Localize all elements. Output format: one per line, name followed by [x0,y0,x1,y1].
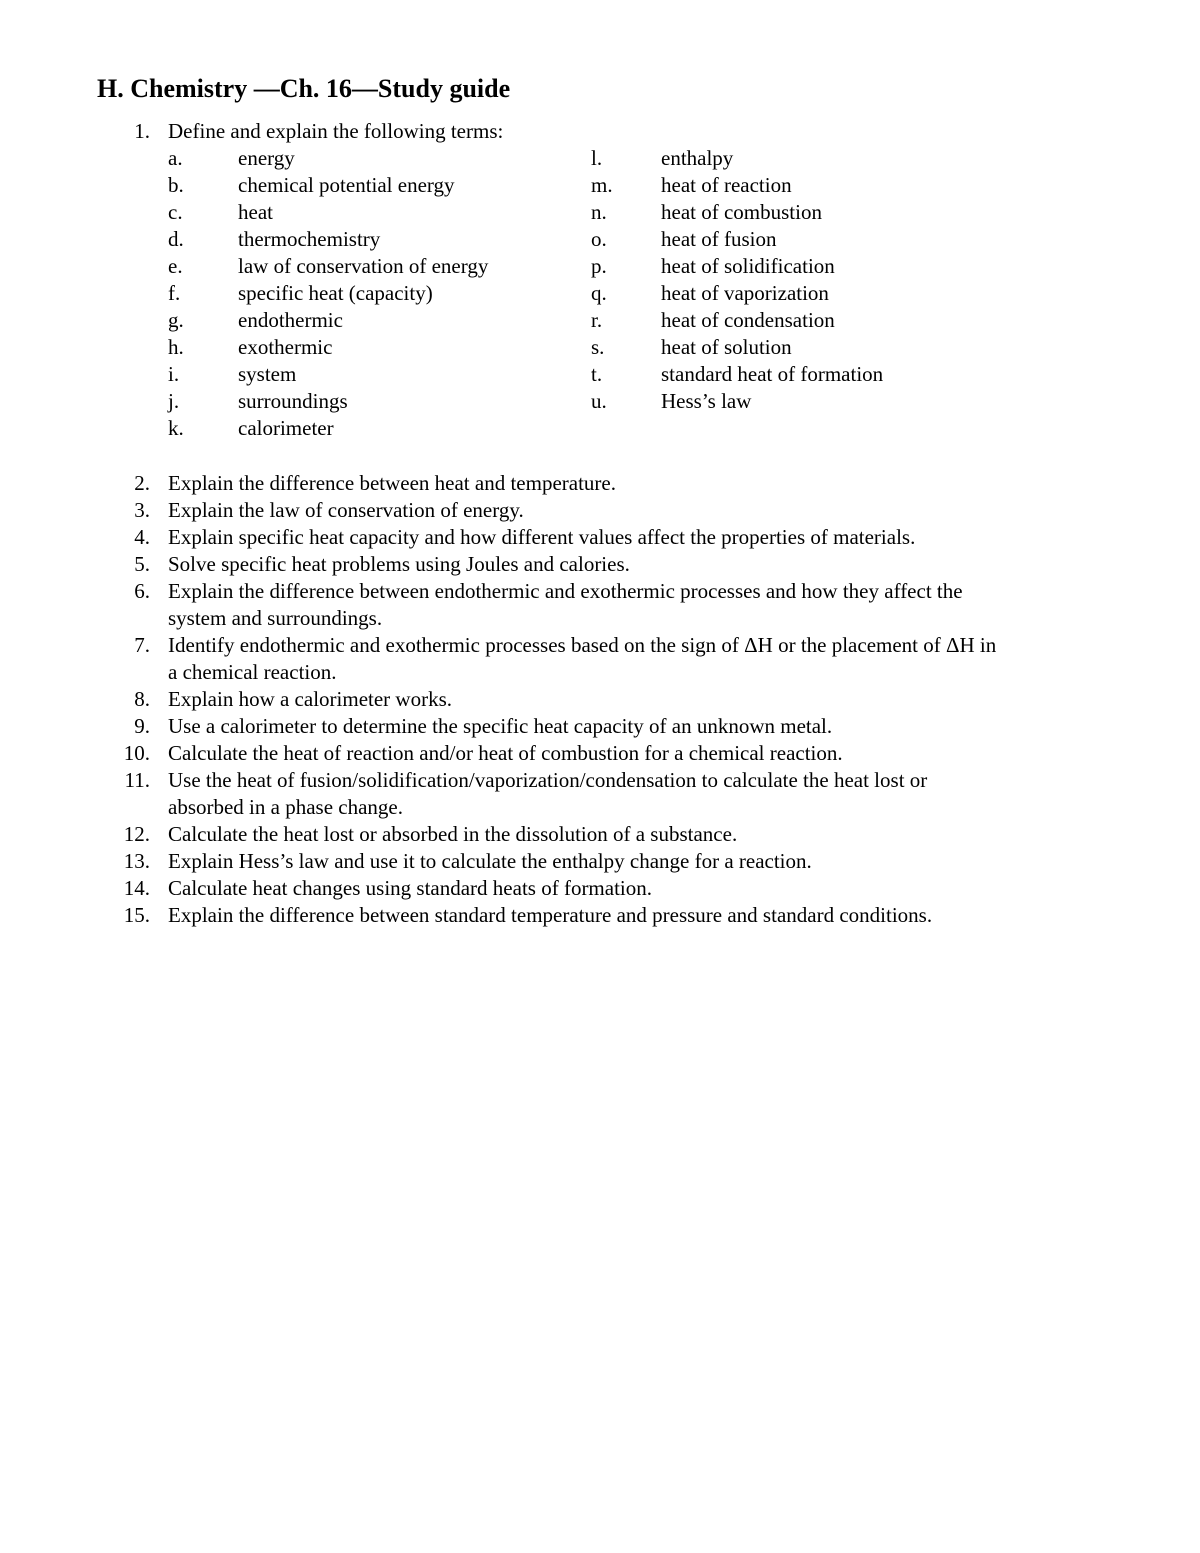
item-text: Explain how a calorimeter works. [168,687,452,711]
term-item: heat [238,200,273,224]
item-number: 3. [134,498,150,522]
term-letter: d. [168,227,184,251]
term-letter: h. [168,335,184,359]
item-text: Explain Hess’s law and use it to calculate the enthalpy change for a reaction. [168,849,812,873]
term-item: heat of solidification [661,254,835,278]
item-text: Calculate the heat of reaction and/or heat of combustion for a chemical reaction. [168,741,843,765]
item-text: Explain the difference between endothermic and exothermic processes and how they affect the [168,579,963,603]
term-letter: p. [591,254,607,278]
item-number: 15. [123,903,150,927]
item-number: 12. [123,822,150,846]
item-text: Identify endothermic and exothermic processes based on the sign of ΔH or the placement of ΔH in [168,633,997,657]
item-text: Calculate the heat lost or absorbed in the dissolution of a substance. [168,822,738,846]
item-number: 7. [134,633,150,657]
term-letter: i. [168,362,180,386]
item-number: 11. [124,768,150,792]
term-item: law of conservation of energy [238,254,489,278]
item-text: Calculate heat changes using standard heats of formation. [168,876,653,900]
item-text: Explain the difference between heat and temperature. [168,471,616,495]
term-letter: g. [168,308,184,332]
term-letter: a. [168,146,183,170]
term-item: heat of reaction [661,173,792,197]
item-text: Define and explain the following terms: [168,119,504,143]
term-item: enthalpy [661,146,734,170]
term-letter: r. [591,308,603,332]
term-letter: m. [591,173,613,197]
item-text: a chemical reaction. [168,660,337,684]
term-item: heat of fusion [661,227,777,251]
item-number: 13. [123,849,150,873]
page-title: H. Chemistry —Ch. 16—Study guide [97,74,511,103]
item-number: 2. [134,471,150,495]
term-letter: o. [591,227,607,251]
term-item: endothermic [238,308,343,332]
term-item: energy [238,146,295,170]
term-letter: t. [591,362,603,386]
term-letter: u. [591,389,607,413]
term-letter: s. [591,335,605,359]
term-letter: k. [168,416,184,440]
item-number: 10. [123,741,150,765]
term-letter: q. [591,281,607,305]
term-item: specific heat (capacity) [238,281,433,305]
item-text: Solve specific heat problems using Joules and calories. [168,552,630,576]
item-number: 6. [134,579,150,603]
term-item: exothermic [238,335,333,359]
item-text: Explain specific heat capacity and how different values affect the properties of materials. [168,525,916,549]
term-item: heat of vaporization [661,281,829,305]
item-number: 1. [134,119,150,143]
item-number: 4. [134,525,150,549]
term-letter: l. [591,146,603,170]
term-item: standard heat of formation [661,362,884,386]
item-number: 14. [123,876,150,900]
item-text: Use the heat of fusion/solidification/vaporization/condensation to calculate the heat lost or [168,768,928,792]
term-item: heat of condensation [661,308,835,332]
term-item: Hess’s law [661,389,752,413]
term-item: thermochemistry [238,227,381,251]
term-letter: c. [168,200,183,224]
term-item: chemical potential energy [238,173,455,197]
term-letter: e. [168,254,183,278]
term-letter: b. [168,173,184,197]
item-number: 5. [134,552,150,576]
term-letter: n. [591,200,607,224]
item-text: Use a calorimeter to determine the specific heat capacity of an unknown metal. [168,714,833,738]
item-text: system and surroundings. [168,606,383,630]
term-letter: f. [168,281,181,305]
term-item: system [238,362,297,386]
item-text: Explain the difference between standard temperature and pressure and standard conditions. [168,903,933,927]
term-letter: j. [168,389,180,413]
term-item: calorimeter [238,416,334,440]
item-number: 9. [134,714,150,738]
item-text: absorbed in a phase change. [168,795,403,819]
term-item: heat of combustion [661,200,822,224]
term-item: heat of solution [661,335,792,359]
term-item: surroundings [238,389,348,413]
item-number: 8. [134,687,150,711]
item-text: Explain the law of conservation of energy. [168,498,524,522]
